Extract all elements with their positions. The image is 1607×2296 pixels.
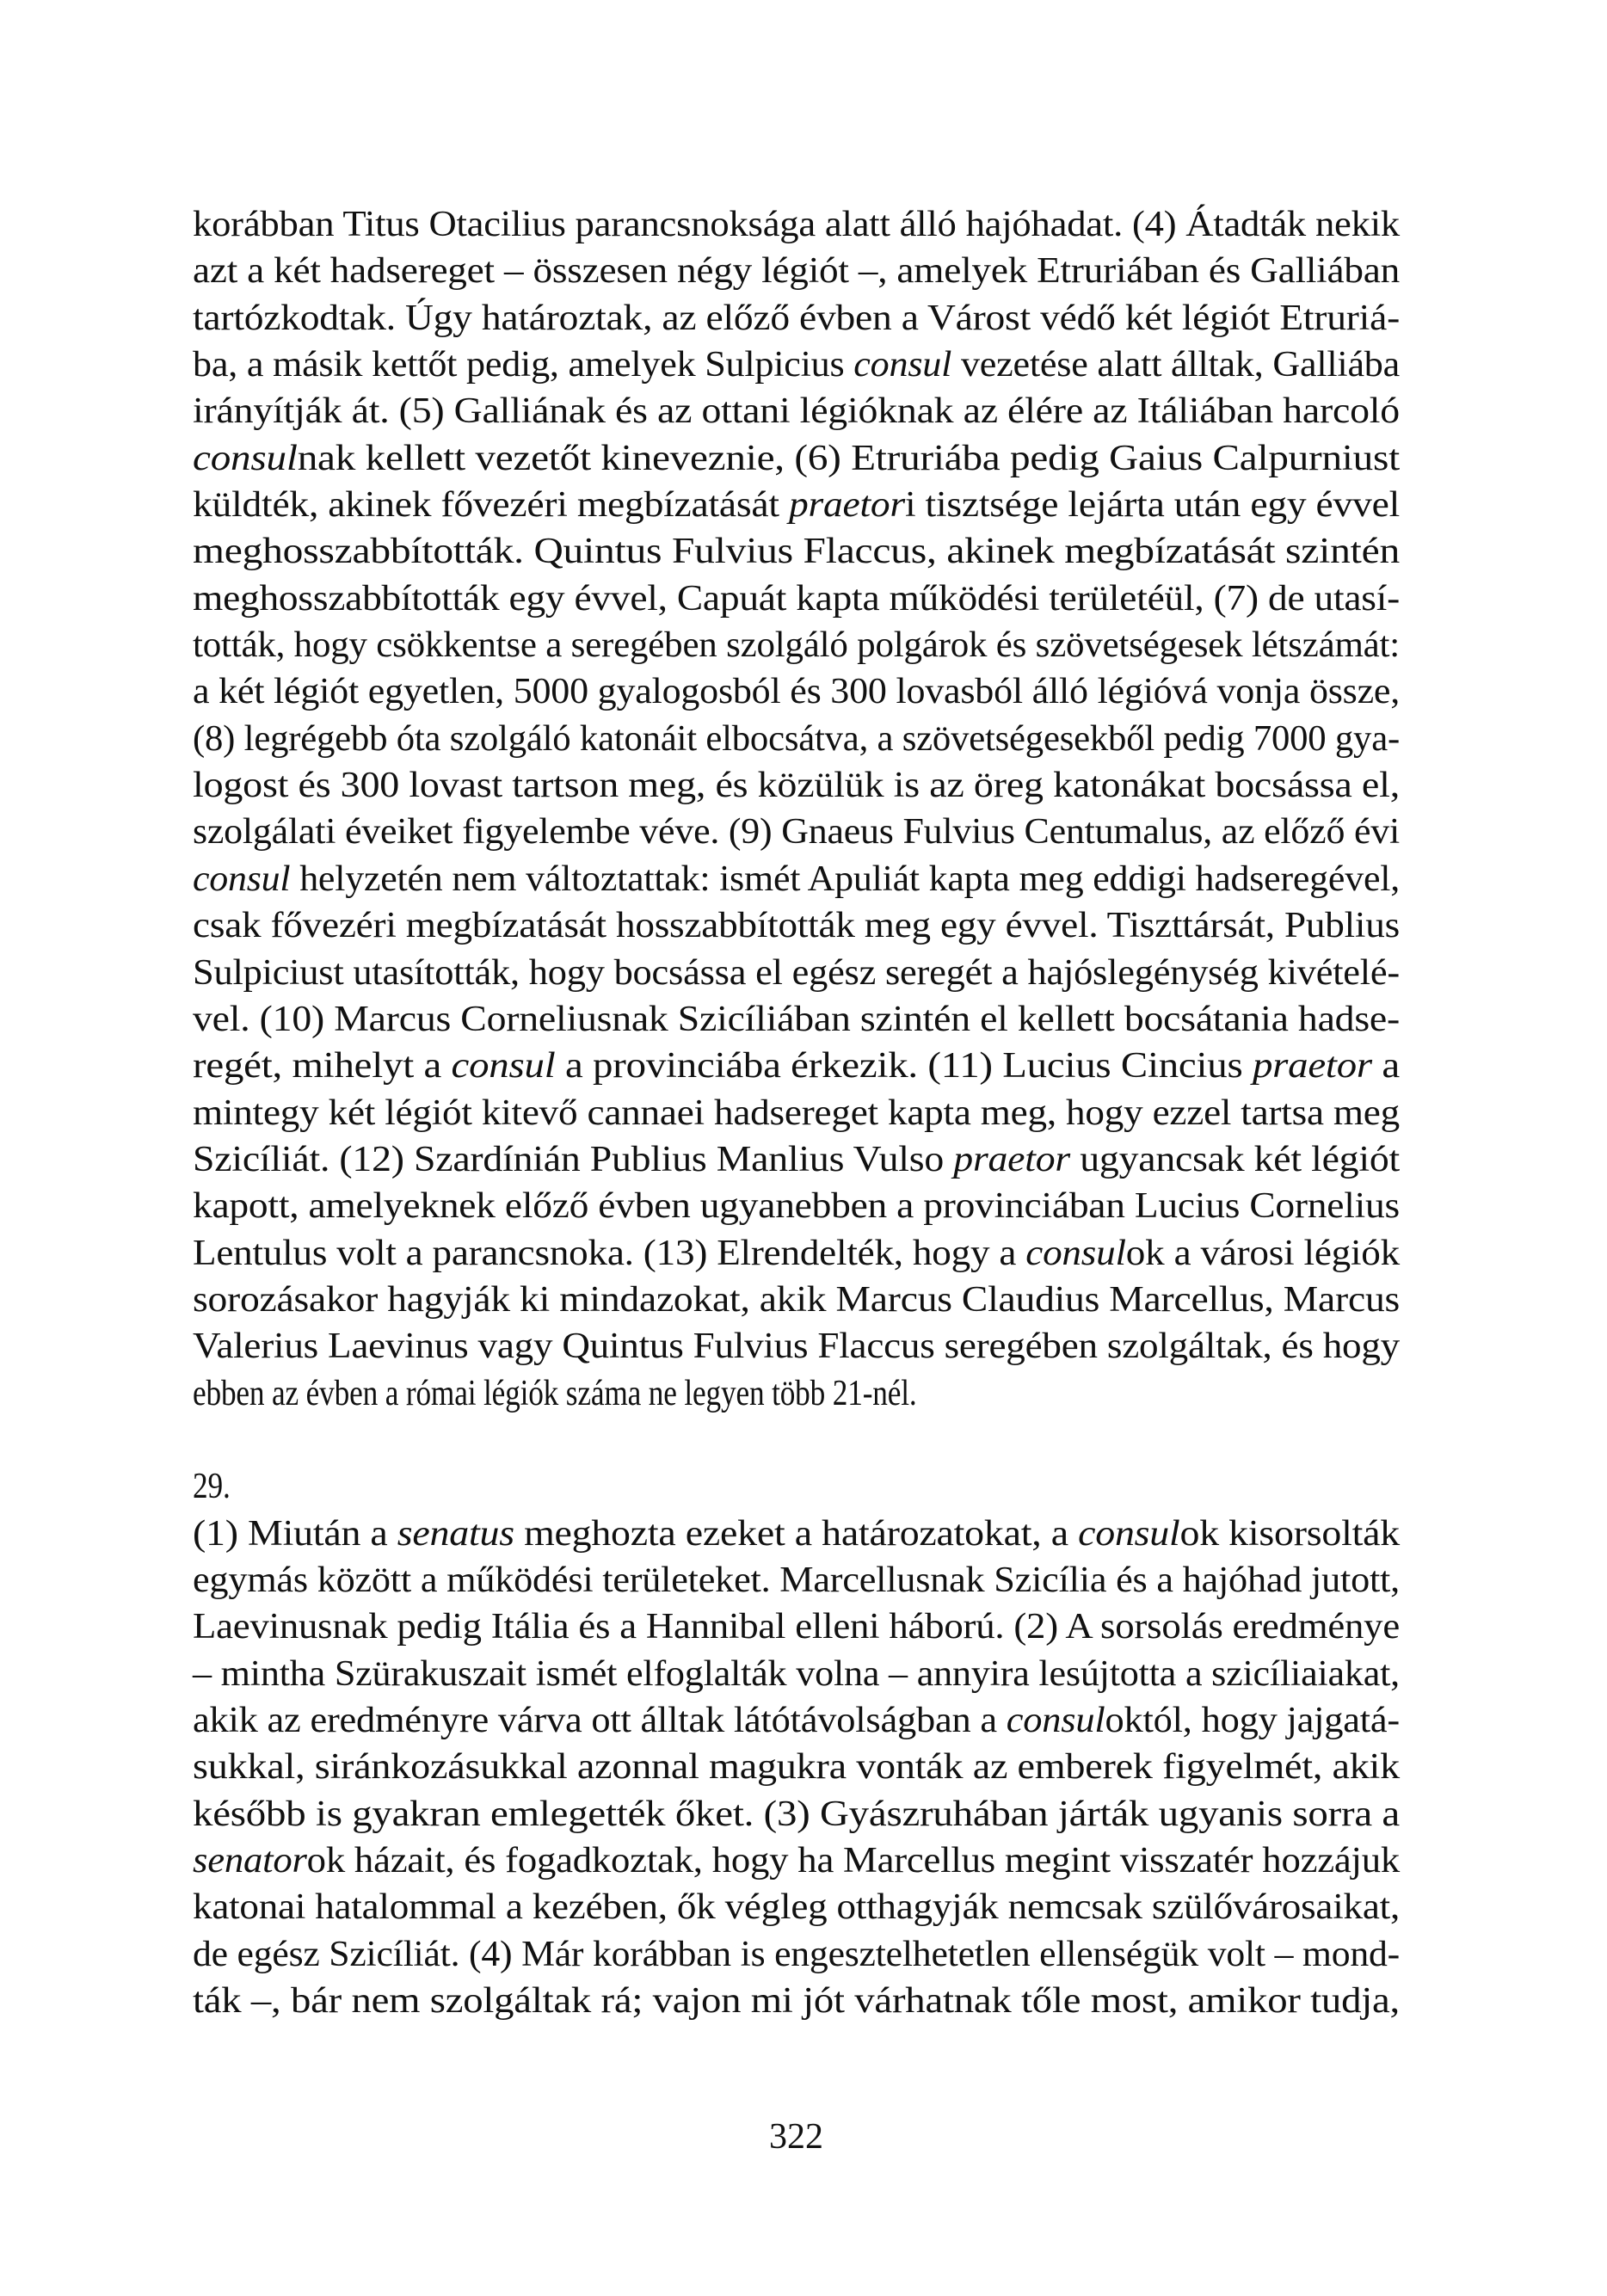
line-text: – mintha Szürakuszait ismét elfoglalták volna – annyira lesújtotta a szicíliaiakat,	[193, 1653, 1400, 1694]
line-text: (1) Miután a senatus meghozta ezeket a határozatokat, a consulok kisorsolták	[193, 1513, 1400, 1554]
text-line	[193, 295, 1400, 342]
text-line	[193, 1136, 1400, 1183]
line-text: ba, a másik kettőt pedig, amelyek Sulpicius consul vezetése alatt álltak, Galliába	[193, 345, 1400, 385]
line-text: Laevinusnak pedig Itália és a Hannibal elleni háború. (2) A sorsolás eredménye	[193, 1607, 1400, 1647]
text-line	[193, 482, 1400, 528]
text-line	[193, 1791, 1400, 1837]
line-text: (8) legrégebb óta szolgáló katonáit elbocsátva, a szövetségesekből pedig 7000 gya-	[193, 718, 1400, 759]
line-text: irányítják át. (5) Galliának és az ottani légióknak az élére az Itáliában harcoló	[193, 391, 1400, 432]
line-text: de egész Szicíliát. (4) Már korábban is engesztelhetetlen ellenségük volt – mond-	[193, 1934, 1400, 1974]
line-text: consulnak kellett vezetőt kineveznie, (6) Etruriába pedig Gaius Calpurniust	[193, 438, 1401, 478]
text-line	[193, 1511, 1400, 1557]
line-text: szolgálati éveiket figyelembe véve. (9) Gnaeus Fulvius Centumalus, az előző évi	[193, 812, 1400, 853]
line-text: csak fővezéri megbízatását hosszabbították meg egy évvel. Tiszttársát, Publius	[193, 906, 1400, 946]
text-line	[193, 950, 1400, 996]
line-text: korábban Titus Otacilius parancsnoksága alatt álló hajóhadat. (4) Átadták nekik	[193, 205, 1401, 244]
page-number: 322	[769, 2117, 823, 2157]
text-line	[193, 809, 1400, 855]
text-line	[193, 716, 1400, 762]
line-text: tartózkodtak. Úgy határoztak, az előző évben a Várost védő két légiót Etruriá-	[193, 298, 1400, 338]
text-line	[193, 856, 1400, 902]
text-line	[193, 1884, 1400, 1930]
line-text: 29.	[193, 1467, 231, 1507]
text-block	[193, 201, 1400, 2024]
text-line	[193, 1697, 1400, 1744]
line-text: Lentulus volt a parancsnoka. (13) Elrendelték, hogy a consulok a városi légiók	[193, 1233, 1400, 1273]
text-line	[193, 388, 1400, 434]
text-line	[193, 668, 1400, 715]
line-text: tották, hogy csökkentse a seregében szolgáló polgárok és szövetségesek létszámát:	[193, 625, 1400, 666]
line-text: egymás között a működési területeket. Marcellusnak Szicília és a hajóhad jutott,	[193, 1560, 1400, 1600]
text-line	[193, 576, 1400, 622]
section-heading	[193, 1463, 1400, 1510]
text-line	[193, 1651, 1400, 1697]
text-line	[193, 902, 1400, 949]
text-line	[193, 1323, 1400, 1370]
text-line	[193, 1043, 1400, 1089]
text-line	[193, 996, 1400, 1043]
text-line	[193, 1557, 1400, 1604]
blank-line	[193, 1417, 1400, 1463]
text-line	[193, 1978, 1400, 2024]
text-line	[193, 435, 1400, 482]
line-text: mintegy két légiót kitevő cannaei hadsereget kapta meg, hogy ezzel tartsa meg	[193, 1093, 1400, 1133]
line-text: később is gyakran emlegették őket. (3) Gyászruhában járták ugyanis sorra a	[193, 1794, 1400, 1834]
text-line	[193, 1744, 1400, 1790]
line-text: Szicíliát. (12) Szardínián Publius Manlius Vulso praetor ugyancsak két légiót	[193, 1139, 1400, 1179]
line-text: akik az eredményre várva ott álltak látótávolságban a consuloktól, hogy jajgatá-	[193, 1701, 1400, 1740]
line-text: a két légiót egyetlen, 5000 gyalogosból és 300 lovasból álló légióvá vonja össze,	[193, 672, 1401, 712]
line-text: consul helyzetén nem változtattak: ismét Apuliát kapta meg eddigi hadseregével,	[193, 859, 1401, 899]
line-text: senatorok házait, és fogadkoztak, hogy ha Marcellus megint visszatér hozzájuk	[193, 1841, 1400, 1881]
text-line	[193, 201, 1400, 248]
text-line	[193, 528, 1400, 575]
line-text: katonai hatalommal a kezében, ők végleg otthagyják nemcsak szülővárosaikat,	[193, 1887, 1400, 1928]
text-line	[193, 1230, 1400, 1277]
text-line	[193, 1604, 1400, 1650]
line-text: Valerius Laevinus vagy Quintus Fulvius Flaccus seregében szolgáltak, és hogy	[193, 1327, 1401, 1367]
line-text: regét, mihelyt a consul a provinciába érkezik. (11) Lucius Cincius praetor a	[193, 1046, 1400, 1086]
line-text: sorozásakor hagyják ki mindazokat, akik Marcus Claudius Marcellus, Marcus	[193, 1279, 1400, 1320]
text-line	[193, 248, 1400, 294]
text-line	[193, 622, 1400, 668]
text-line	[193, 1931, 1400, 1978]
line-text: Sulpiciust utasították, hogy bocsássa el egész seregét a hajóslegénység kivételé-	[193, 952, 1400, 993]
line-text: meghosszabbították egy évvel, Capuát kapta működési területéül, (7) de utasí-	[193, 578, 1400, 619]
text-line	[193, 762, 1400, 809]
text-line	[193, 1090, 1400, 1136]
text-line	[193, 1837, 1400, 1884]
text-line	[193, 342, 1400, 388]
text-line	[193, 1277, 1400, 1323]
text-line	[193, 1370, 1400, 1417]
line-text: sukkal, siránkozásukkal azonnal magukra vonták az emberek figyelmét, akik	[193, 1747, 1400, 1788]
line-text: logost és 300 lovast tartson meg, és közülük is az öreg katonákat bocsássa el,	[193, 766, 1400, 806]
line-text: vel. (10) Marcus Corneliusnak Szicíliában szintén el kellett bocsátania hadse-	[193, 999, 1400, 1039]
line-text: meghosszabbították. Quintus Fulvius Flaccus, akinek megbízatását szintén	[193, 532, 1400, 572]
line-text: kapott, amelyeknek előző évben ugyanebben a provinciában Lucius Cornelius	[193, 1186, 1400, 1227]
line-text: küldték, akinek fővezéri megbízatását praetori tisztsége lejárta után egy évvel	[193, 485, 1400, 526]
line-text: ebben az évben a római légiók száma ne legyen több 21-nél.	[193, 1373, 917, 1413]
text-line	[193, 1183, 1400, 1229]
line-text: azt a két hadsereget – összesen négy légiót –, amelyek Etruriában és Galliában	[193, 251, 1400, 292]
line-text: ták –, bár nem szolgáltak rá; vajon mi jót várhatnak tőle most, amikor tudja,	[193, 1981, 1400, 2022]
